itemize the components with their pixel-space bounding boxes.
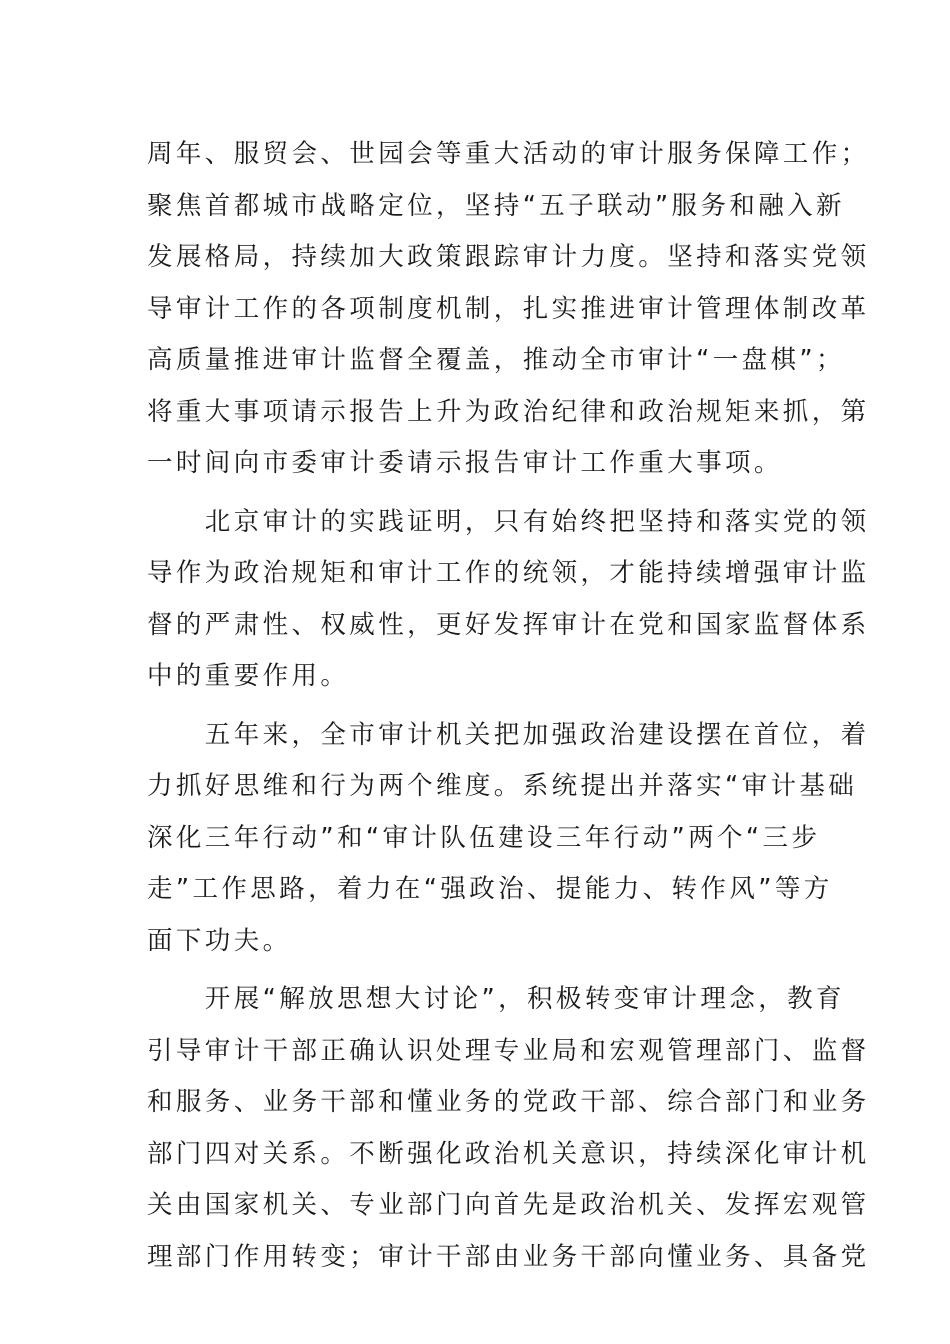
- text-line: 开展“解放思想大讨论”，积极转变审计理念，教育: [147, 984, 845, 1014]
- paragraph-spacer: [147, 967, 807, 974]
- paragraph-spacer: [147, 703, 807, 710]
- text-line: 面下功夫。: [147, 925, 292, 956]
- text-line: 深化三年行动”和“审计队伍建设三年行动”两个“三步: [147, 822, 821, 853]
- paragraph-spacer: [147, 490, 807, 497]
- text-line: 导审计工作的各项制度机制，扎实推进审计管理体制改革: [147, 293, 870, 324]
- text-line: 力抓好思维和行为两个维度。系统提出并落实“审计基础: [147, 771, 858, 801]
- text-line: 五年来，全市审计机关把加强政治建设摆在首位，着: [147, 719, 870, 750]
- text-line: 聚焦首都城市战略定位，坚持“五子联动”服务和融入新: [147, 190, 845, 221]
- text-line: 周年、服贸会、世园会等重大活动的审计服务保障工作；: [147, 139, 870, 169]
- text-line: 部门四对关系。不断强化政治机关意识，持续深化审计机: [147, 1138, 870, 1169]
- text-line: 和服务、业务干部和懂业务的党政干部、综合部门和业务: [147, 1087, 870, 1117]
- text-line: 一时间向市委审计委请示报告审计工作重大事项。: [147, 448, 783, 478]
- text-line: 导作为政治规矩和审计工作的统领，才能持续增强审计监: [147, 558, 870, 588]
- text-line: 北京审计的实践证明，只有始终把坚持和落实党的领: [147, 506, 870, 537]
- text-line: 将重大事项请示报告上升为政治纪律和政治规矩来抓，第: [147, 396, 870, 427]
- text-line: 关由国家机关、专业部门向首先是政治机关、发挥宏观管: [147, 1190, 870, 1220]
- paragraph-1: [147, 129, 870, 490]
- paragraph-2: [147, 497, 870, 703]
- text-line: 理部门作用转变；审计干部由业务干部向懂业务、具备党: [147, 1241, 870, 1272]
- text-line: 督的严肃性、权威性，更好发挥审计在党和国家监督体系: [147, 609, 870, 640]
- text-line: 发展格局，持续加大政策跟踪审计力度。坚持和落实党领: [147, 242, 870, 272]
- text-line: 中的重要作用。: [147, 661, 350, 691]
- text-line: 高质量推进审计监督全覆盖，推动全市审计“一盘棋”；: [147, 345, 845, 375]
- paragraph-4: [147, 974, 870, 1283]
- document-page: [147, 129, 870, 1283]
- paragraph-3: [147, 710, 870, 968]
- text-line: 走”工作思路，着力在“强政治、提能力、转作风”等方: [147, 874, 833, 904]
- text-line: 引导审计干部正确认识处理专业局和宏观管理部门、监督: [147, 1035, 870, 1066]
